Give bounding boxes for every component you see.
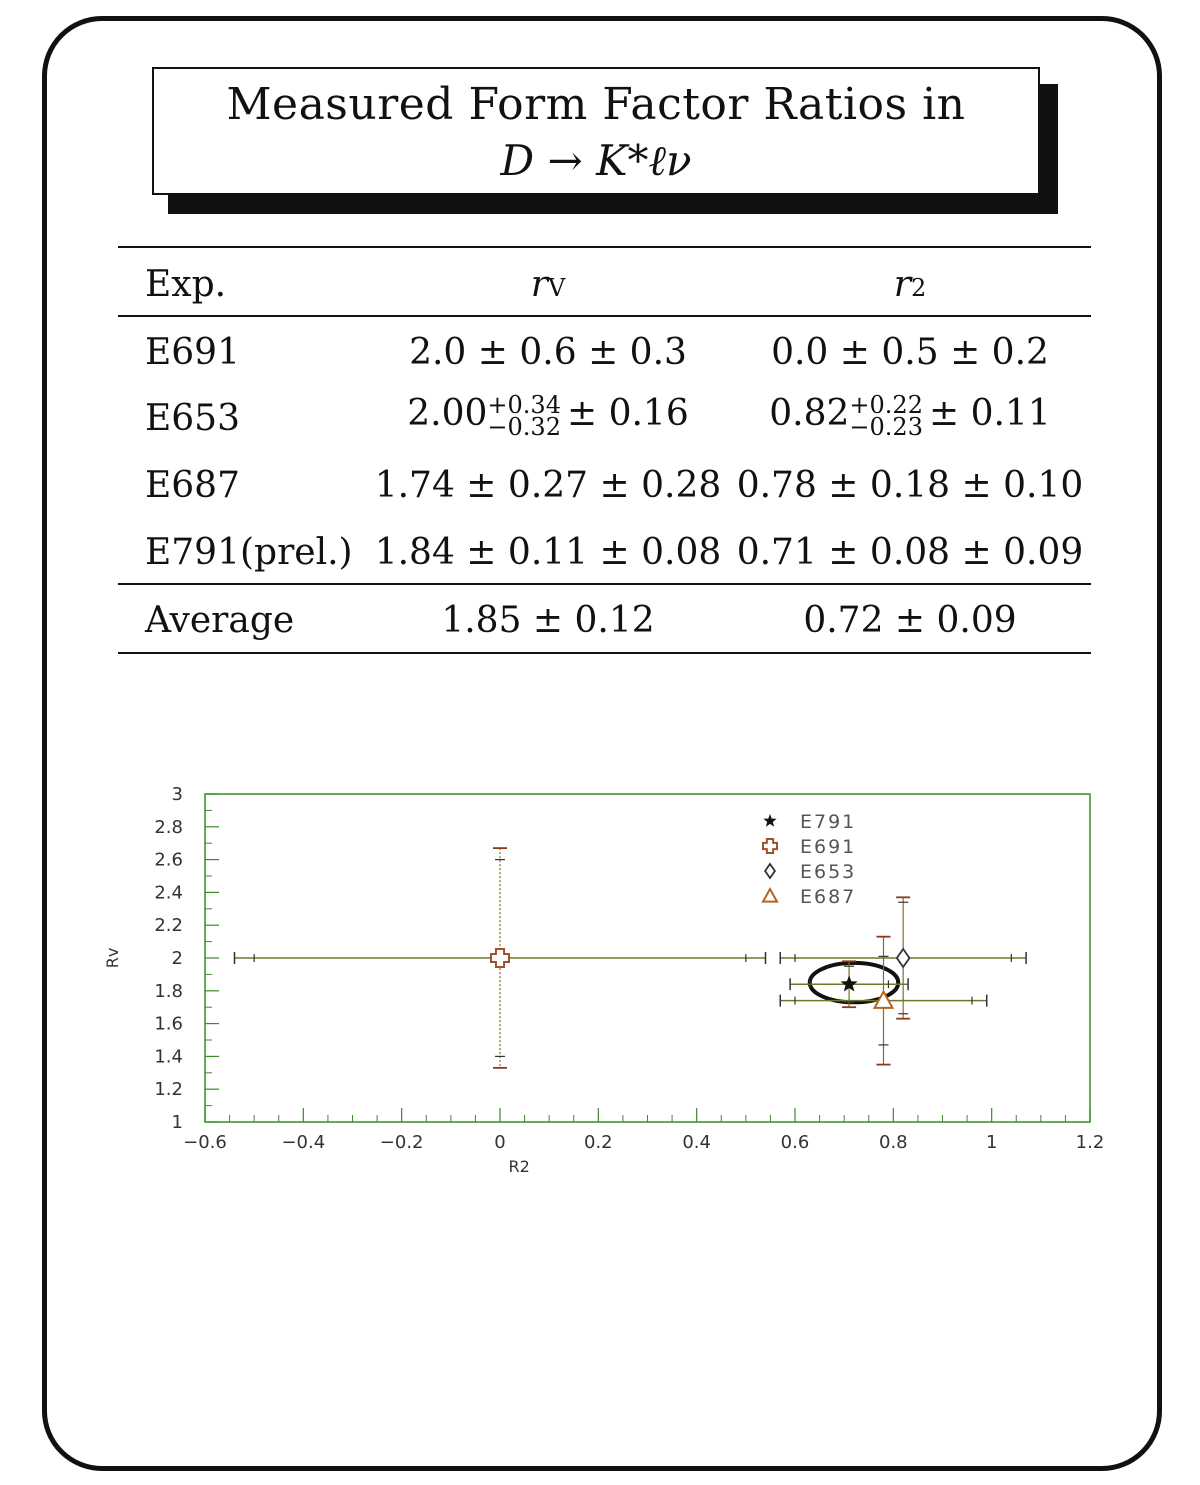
legend-label-e653: E653 [800,861,857,883]
x-axis-label: R2 [508,1157,530,1176]
y-tick-label: 2.4 [154,882,183,904]
row-e691-r2: 0.0 ± 0.5 ± 0.2 [771,332,1049,373]
y-tick-label: 2 [171,948,183,969]
x-tick-label: −0.6 [183,1132,227,1153]
header-r2-subscript: 2 [910,274,927,302]
row-e653-rv-syst: ± 0.16 [566,393,689,434]
title-line-2: D → K*ℓν [500,136,692,185]
table-header-rule [118,315,1091,317]
table-bottom-rule [118,652,1091,654]
row-e653-r2-asym [849,391,923,441]
row-e653-rv-up: +0.34 [487,391,561,419]
row-e653-r2 [769,391,1051,441]
y-tick-label: 1.8 [154,980,183,1002]
row-e791-r2: 0.71 ± 0.08 ± 0.09 [736,532,1084,573]
row-e691-exp: E691 [145,332,240,373]
form-factor-chart [0,770,1200,1200]
e791-marker [763,814,776,827]
row-e791-exp: E791(prel.) [145,532,353,573]
row-e653-rv-down: −0.32 [487,413,561,441]
x-tick-label: 0.8 [879,1132,908,1153]
header-rv-subscript: V [547,274,566,302]
legend-label-e791: E791 [800,811,857,833]
x-tick-label: 0.2 [584,1132,613,1153]
x-tick-label: 0.4 [682,1132,711,1153]
row-average-rv: 1.85 ± 0.12 [441,600,655,641]
row-e653-rv [407,391,689,441]
table-top-rule [118,246,1091,248]
x-tick-label: −0.2 [379,1132,424,1153]
title-line-1: Measured Form Factor Ratios in [226,79,966,130]
y-axis-label: Rv [103,947,122,969]
row-e691-rv: 2.0 ± 0.6 ± 0.3 [409,332,687,373]
y-tick-label: 1.2 [154,1079,183,1101]
table-average-rule [118,583,1091,585]
row-e687-r2: 0.78 ± 0.18 ± 0.10 [736,465,1084,506]
header-rv [531,264,566,305]
x-tick-label: −0.4 [281,1132,326,1153]
e691-marker [763,839,777,853]
header-rv-symbol: r [530,264,548,305]
row-average-r2: 0.72 ± 0.09 [803,600,1017,641]
y-tick-label: 2.2 [154,915,183,937]
header-r2-symbol: r [893,264,911,305]
y-tick-label: 2.8 [154,816,183,838]
x-tick-label: 0 [494,1132,506,1153]
title-box [152,67,1040,195]
row-e687-rv: 1.74 ± 0.27 ± 0.28 [374,465,722,506]
row-e791-rv: 1.84 ± 0.11 ± 0.08 [374,532,722,573]
y-tick-label: 3 [171,784,183,805]
row-average-exp: Average [145,600,295,641]
legend-label-e687: E687 [800,886,857,908]
y-tick-label: 1.6 [154,1013,183,1035]
e687-marker [763,889,777,902]
row-e653-rv-main: 2.00 [407,393,488,434]
row-e653-r2-down: −0.23 [849,413,923,441]
e653-marker [765,864,775,878]
y-tick-label: 1.4 [154,1046,183,1068]
y-tick-label: 2.6 [154,849,183,871]
row-e653-rv-asym [487,391,561,441]
header-exp: Exp. [145,264,227,305]
row-e653-r2-syst: ± 0.11 [928,393,1051,434]
row-e653-exp: E653 [145,398,240,439]
row-e653-r2-main: 0.82 [769,393,850,434]
y-tick-label: 1 [171,1112,183,1133]
row-e653-r2-up: +0.22 [849,391,923,419]
x-tick-label: 1 [985,1132,998,1153]
header-r2 [894,264,927,305]
x-tick-label: 1.2 [1075,1132,1105,1153]
e653-marker [897,949,910,967]
slide-frame [42,16,1162,1471]
row-e687-exp: E687 [145,465,240,506]
x-tick-label: 0.6 [780,1132,810,1153]
legend-label-e691: E691 [800,836,857,858]
e691-marker [491,949,509,967]
